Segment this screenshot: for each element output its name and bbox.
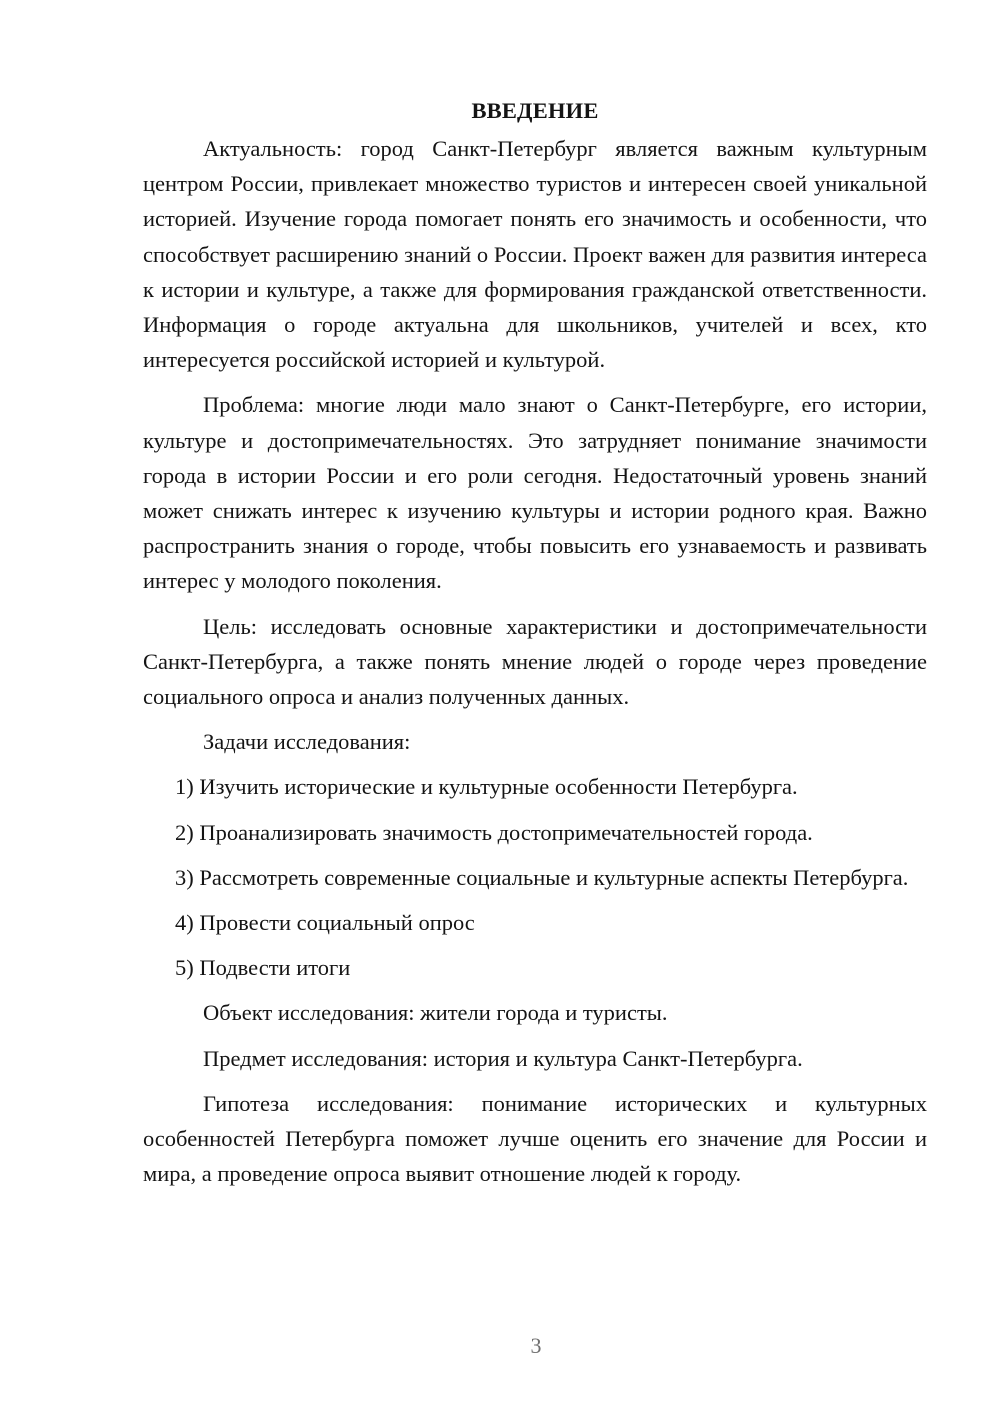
hypothesis-paragraph: Гипотеза исследования: понимание исторических и культурных особенностей Петербурга поможет лучше оценить его значение для России и мира, а проведение опроса выявит отношение людей к городу. — [143, 1090, 927, 1187]
page-content — [143, 91, 927, 1201]
relevance-paragraph: Актуальность: город Санкт-Петербург является важным культурным центром России, привлекает множество туристов и интересен своей уникальной историей. Изучение города помогает понять его значимость и особенности, что способствует расширению знаний о России. Проект важен для развития интереса к истории и культуре, а также для формирования гражданской ответственности. Информация о городе актуальна для школьников, учителей и всех, кто интересуется российской историей и культурой. — [143, 136, 927, 373]
task-item-5: 5) Подвести итоги — [175, 955, 351, 981]
goal-paragraph: Цель: исследовать основные характеристики и достопримечательности Санкт-Петербурга, а также понять мнение людей о городе через проведение социального опроса и анализ полученных данных. — [143, 613, 927, 710]
page-title: ВВЕДЕНИЕ — [471, 98, 599, 123]
task-item-1: 1) Изучить исторические и культурные особенности Петербурга. — [175, 774, 798, 800]
task-item-2: 2) Проанализировать значимость достопримечательностей города. — [175, 819, 813, 845]
task-item-3: 3) Рассмотреть современные социальные и культурные аспекты Петербурга. — [175, 864, 909, 890]
object-paragraph: Объект исследования: жители города и туристы. — [203, 1000, 668, 1026]
tasks-heading: Задачи исследования: — [203, 729, 411, 755]
page-number: 3 — [530, 1333, 542, 1358]
problem-paragraph: Проблема: многие люди мало знают о Санкт-Петербурге, его истории, культуре и достопримечательностях. Это затрудняет понимание значимости города в истории России и его роли сегодня. Недостаточный уровень знаний может снижать интерес к изучению культуры и истории родного края. Важно распространить знания о городе, чтобы повысить его узнаваемость и развивать интерес у молодого поколения. — [143, 392, 927, 594]
subject-paragraph: Предмет исследования: история и культура Санкт-Петербурга. — [203, 1045, 803, 1071]
task-item-4: 4) Провести социальный опрос — [175, 910, 475, 936]
